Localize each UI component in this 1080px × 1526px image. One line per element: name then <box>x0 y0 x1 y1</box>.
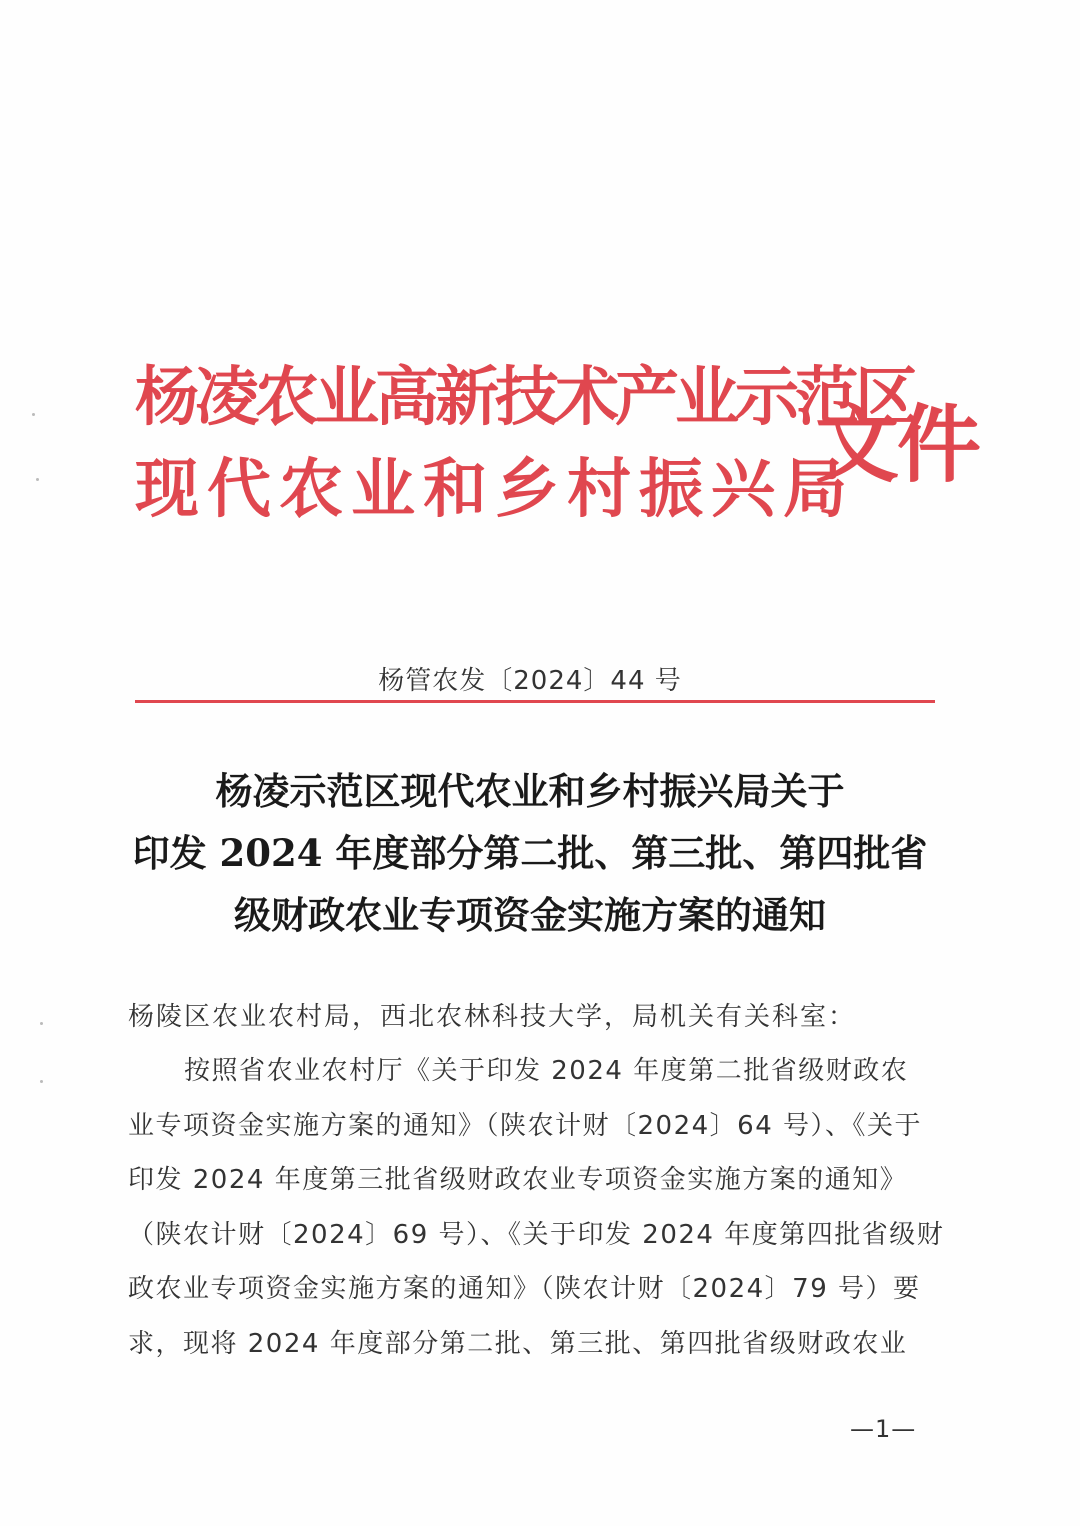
body-line: 业专项资金实施方案的通知》（陕农计财〔2024〕64 号）、《关于 <box>128 1110 923 1141</box>
scan-speck <box>40 1080 43 1083</box>
body-line: 按照省农业农村厅《关于印发 2024 年度第二批省级财政农 <box>184 1056 909 1086</box>
scan-speck <box>36 478 39 481</box>
document-type-label: 文件 <box>815 395 980 494</box>
document-number: 杨管农发〔2024〕44 号 <box>378 666 682 696</box>
scan-speck <box>40 1022 43 1025</box>
title-line-1: 杨凌示范区现代农业和乡村振兴局关于 <box>215 769 845 813</box>
issuer-name-line-1: 杨凌农业高新技术产业示范区 <box>135 360 915 435</box>
body-line: 印发 2024 年度第三批省级财政农业专项资金实施方案的通知》 <box>128 1165 908 1195</box>
document-body <box>128 990 945 1371</box>
salutation: 杨陵区农业农村局，西北农林科技大学，局机关有关科室： <box>128 1002 857 1032</box>
red-divider-line <box>135 700 935 703</box>
scan-speck <box>32 413 35 416</box>
red-letterhead <box>135 350 980 540</box>
title-line-2: 印发 2024 年度部分第二批、第三批、第四批省 <box>132 831 928 875</box>
body-line: 求，现将 2024 年度部分第二批、第三批、第四批省级财政农业 <box>128 1328 908 1359</box>
page-number: —1— <box>850 1415 917 1443</box>
issuer-name-line-2: 现代农业和乡村振兴局 <box>135 452 855 527</box>
title-line-3: 级财政农业专项资金实施方案的通知 <box>234 893 826 937</box>
body-line: 政农业专项资金实施方案的通知》（陕农计财〔2024〕79 号）要 <box>128 1274 921 1304</box>
document-title <box>120 760 940 946</box>
body-line: （陕农计财〔2024〕69 号）、《关于印发 2024 年度第四批省级财 <box>128 1219 945 1250</box>
